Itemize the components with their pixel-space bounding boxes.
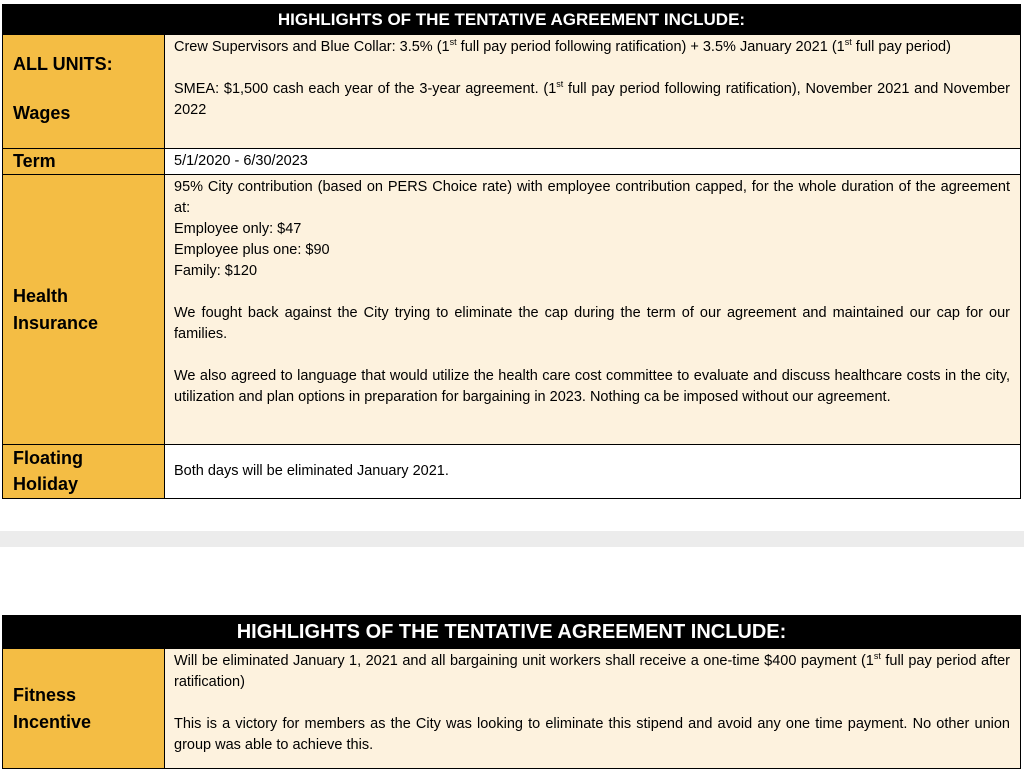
health-cap-paragraph: We fought back against the City trying to eliminate the cap during the term of our agreement and maintained our cap for our families.: [174, 305, 1010, 342]
health-content: [165, 175, 1021, 445]
all-units-label: ALL UNITS:: [13, 54, 113, 74]
employee-plus-one-rate: Employee plus one: $90: [174, 242, 330, 258]
fitness-payment-text: Will be eliminated January 1, 2021 and all bargaining unit workers shall receive a one-time $400 payment (1st full pay period after ratification): [174, 651, 1010, 690]
wages-label-cell: [3, 35, 165, 149]
term-label: Term: [3, 149, 165, 175]
page-separator: [0, 531, 1024, 547]
health-label-line2: Insurance: [13, 312, 99, 333]
health-label-cell: [3, 175, 165, 445]
fitness-label-line2: Incentive: [13, 711, 92, 732]
employee-only-rate: Employee only: $47: [174, 221, 302, 237]
table-title: HIGHLIGHTS OF THE TENTATIVE AGREEMENT INCLUDE:: [3, 5, 1021, 35]
floating-holiday-value: Both days will be eliminated January 2021.: [165, 445, 1021, 499]
agreement-table-1: [2, 4, 1021, 499]
table-title: HIGHLIGHTS OF THE TENTATIVE AGREEMENT INCLUDE:: [3, 616, 1021, 649]
fitness-victory-text: This is a victory for members as the City was looking to eliminate this stipend and avoid any one time payment. No other union group was able to achieve this.: [174, 716, 1010, 753]
fitness-content: [165, 649, 1021, 769]
floating-label-cell: [3, 445, 165, 499]
wages-label: Wages: [13, 103, 71, 123]
term-value: 5/1/2020 - 6/30/2023: [165, 149, 1021, 175]
health-committee-paragraph: We also agreed to language that would utilize the health care cost committee to evaluate and discuss healthcare costs in the city, utilization and plan options in preparation for bargaining in 2023. Nothing ca be imposed without our agreement.: [174, 368, 1010, 405]
fitness-label-cell: [3, 649, 165, 769]
health-intro: 95% City contribution (based on PERS Choice rate) with employee contribution capped, for the whole duration of the agreement at:: [174, 179, 1010, 216]
wages-content: [165, 35, 1021, 149]
agreement-table-2: [2, 615, 1021, 769]
floating-label-line1: Floating: [13, 448, 83, 468]
floating-label-line2: Holiday: [13, 474, 79, 494]
family-rate: Family: $120: [174, 263, 258, 279]
crew-wages-text: Crew Supervisors and Blue Collar: 3.5% (1st full pay period following ratification) + 3.5% January 2021 (1st full pay period): [174, 37, 951, 55]
health-label-line1: Health: [13, 285, 69, 306]
fitness-label-line1: Fitness: [13, 684, 77, 705]
smea-wages-text: SMEA: $1,500 cash each year of the 3-year agreement. (1st full pay period following ratification), November 2021 and November 2022: [174, 79, 1010, 118]
